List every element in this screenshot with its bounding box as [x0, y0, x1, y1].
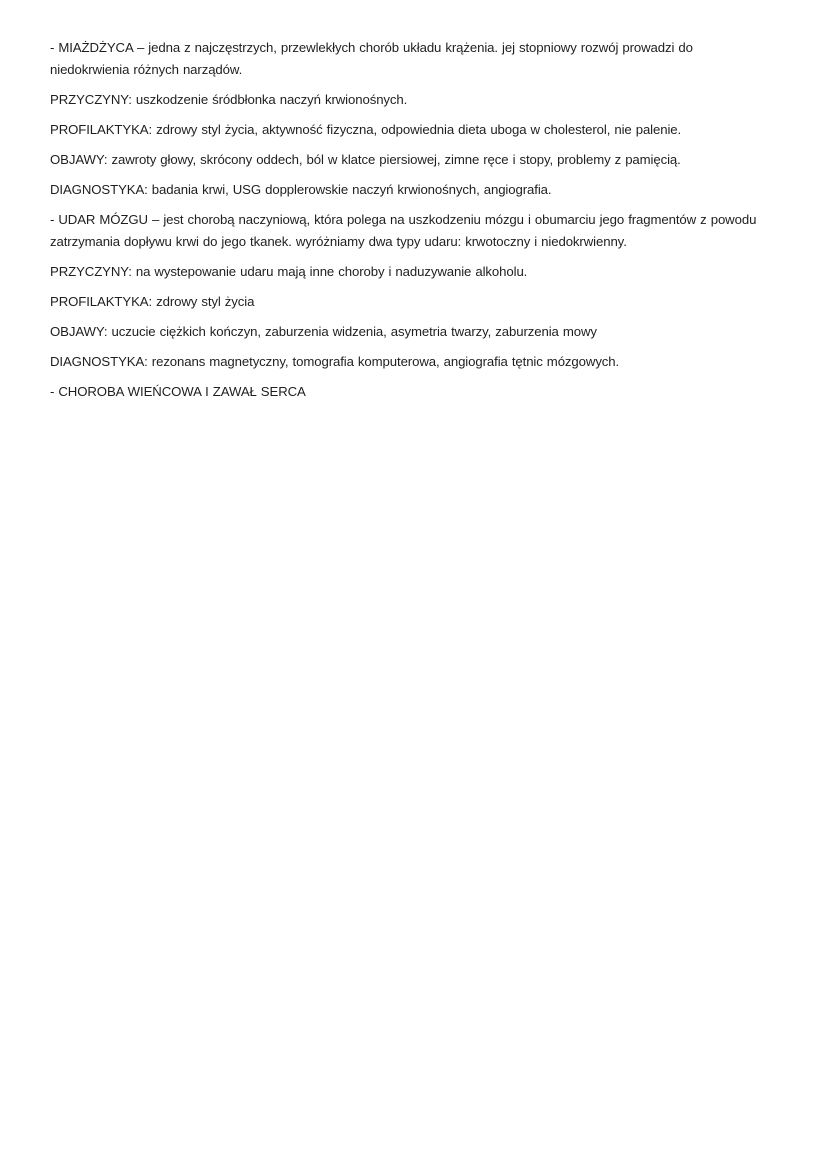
atherosclerosis-prevention: PROFILAKTYKA: zdrowy styl życia, aktywność fizyczna, odpowiednia dieta uboga w cholesterol, nie palenie.	[50, 122, 682, 137]
atherosclerosis-definition: - MIAŻDŻYCA – jedna z najczęstrzych, przewlekłych chorób układu krążenia. jej stopniowy rozwój prowadzi do niedokrwienia różnych narządów.	[50, 40, 693, 77]
stroke-causes: PRZYCZYNY: na wystepowanie udaru mają inne choroby i naduzywanie alkoholu.	[50, 264, 528, 279]
stroke-prevention: PROFILAKTYKA: zdrowy styl życia	[50, 294, 255, 309]
stroke-symptoms: OBJAWY: uczucie ciężkich kończyn, zaburzenia widzenia, asymetria twarzy, zaburzenia mowy	[50, 324, 597, 339]
atherosclerosis-symptoms: OBJAWY: zawroty głowy, skrócony oddech, ból w klatce piersiowej, zimne ręce i stopy, problemy z pamięcią.	[50, 152, 681, 167]
atherosclerosis-diagnostics: DIAGNOSTYKA: badania krwi, USG dopplerowskie naczyń krwionośnych, angiografia.	[50, 182, 552, 197]
coronary-disease-heading: - CHOROBA WIEŃCOWA I ZAWAŁ SERCA	[50, 384, 306, 399]
stroke-diagnostics: DIAGNOSTYKA: rezonans magnetyczny, tomografia komputerowa, angiografia tętnic mózgowych.	[50, 354, 620, 369]
document-page	[50, 37, 770, 411]
stroke-definition: - UDAR MÓZGU – jest chorobą naczyniową, która polega na uszkodzeniu mózgu i obumarciu jego fragmentów z powodu zatrzymania dopływu krwi do jego tkanek. wyróżniamy dwa typy udaru: krwotoczny i niedokrwienny.	[50, 212, 757, 249]
atherosclerosis-causes: PRZYCZYNY: uszkodzenie śródbłonka naczyń krwionośnych.	[50, 92, 408, 107]
